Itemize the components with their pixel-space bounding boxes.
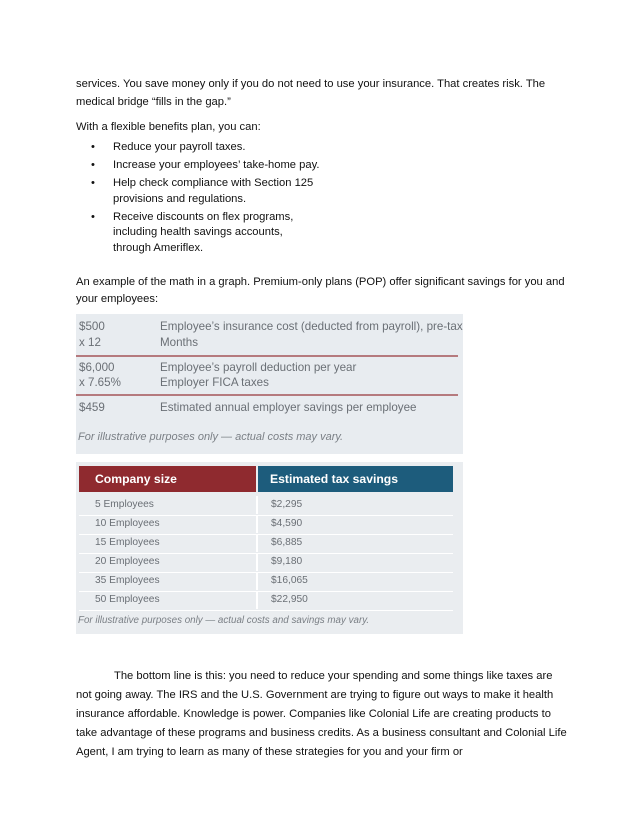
paragraph-bottom-line: The bottom line is this: you need to reduce your spending and some things like taxes are not going away. The IRS and the U.S. Government are trying to figure out ways to make it health insurance affordable. Knowledge is power. Companies like Colonial Life are creating products to take advantage of these programs and business credits. As a business consultant and Colonial Life Agent, I am trying to learn as many of these strategies for you and your firm or: [76, 670, 567, 758]
tax-savings-cell: $4,590: [271, 518, 303, 529]
table-row: [79, 496, 453, 514]
company-size-cell: 35 Employees: [95, 575, 160, 586]
list-item: [76, 158, 556, 174]
paragraph-flex-plan-lead: With a flexible benefits plan, you can:: [76, 121, 261, 133]
table-row: [79, 591, 453, 609]
list-item-text: Reduce your payroll taxes.: [113, 141, 246, 153]
list-item-text: through Ameriflex.: [113, 242, 204, 255]
math-value: x 7.65%: [79, 376, 121, 389]
list-item-text: Help check compliance with Section 125: [113, 177, 314, 190]
list-item: [76, 176, 556, 207]
math-label: Employee’s payroll deduction per year: [160, 361, 357, 374]
disclaimer-note: For illustrative purposes only — actual costs and savings may vary.: [78, 615, 370, 626]
math-value: $6,000: [79, 361, 115, 374]
disclaimer-note: For illustrative purposes only — actual costs may vary.: [78, 431, 344, 443]
paragraph-math-example: An example of the math in a graph. Premium-only plans (POP) offer significant savings for you and your employees:: [76, 276, 565, 305]
list-item: [76, 140, 556, 156]
math-value: $500: [79, 320, 105, 333]
column-separator: [256, 553, 258, 571]
company-size-cell: 10 Employees: [95, 518, 160, 529]
column-separator: [256, 534, 258, 552]
table-row: [79, 572, 453, 590]
list-item-text: Receive discounts on flex programs,: [113, 210, 294, 223]
list-item-text: Increase your employees’ take-home pay.: [113, 159, 320, 172]
list-item: [76, 210, 556, 257]
math-label: Estimated annual employer savings per employee: [160, 401, 417, 414]
savings-math-figure: [76, 314, 463, 454]
table-row: [79, 553, 453, 571]
tax-savings-cell: $2,295: [271, 499, 303, 510]
table-row: [79, 534, 453, 552]
tax-savings-table: [76, 462, 463, 634]
company-size-cell: 15 Employees: [95, 537, 160, 548]
column-separator: [256, 591, 258, 609]
divider: [76, 355, 458, 357]
table-row: [79, 515, 453, 533]
bullet-icon: •: [91, 141, 95, 153]
column-separator: [256, 572, 258, 590]
list-item-text: including health savings accounts,: [113, 226, 283, 239]
bullet-icon: •: [91, 177, 95, 190]
company-size-cell: 20 Employees: [95, 556, 160, 567]
math-value: $459: [79, 401, 105, 414]
math-label: Employer FICA taxes: [160, 376, 269, 389]
math-label: Employee’s insurance cost (deducted from payroll), pre-tax: [160, 320, 463, 333]
company-size-cell: 50 Employees: [95, 594, 160, 605]
company-size-cell: 5 Employees: [95, 499, 154, 510]
bullet-icon: •: [91, 210, 95, 223]
math-label: Months: [160, 336, 199, 349]
tax-savings-cell: $9,180: [271, 556, 303, 567]
tax-savings-cell: $16,065: [271, 575, 308, 586]
math-value: x 12: [79, 336, 101, 349]
column-header-tax-savings: Estimated tax savings: [258, 466, 453, 492]
column-separator: [256, 515, 258, 533]
benefits-list: [76, 140, 556, 259]
column-header-company-size: Company size: [79, 466, 256, 492]
tax-savings-cell: $22,950: [271, 594, 308, 605]
divider: [76, 394, 458, 396]
list-item-text: provisions and regulations.: [113, 192, 247, 205]
row-divider: [79, 610, 453, 611]
tax-savings-cell: $6,885: [271, 537, 303, 548]
bullet-icon: •: [91, 159, 95, 172]
column-separator: [256, 496, 258, 514]
paragraph-intro-continuation: services. You save money only if you do not need to use your insurance. That creates risk. The medical bridge “fills in the gap.”: [76, 78, 546, 108]
